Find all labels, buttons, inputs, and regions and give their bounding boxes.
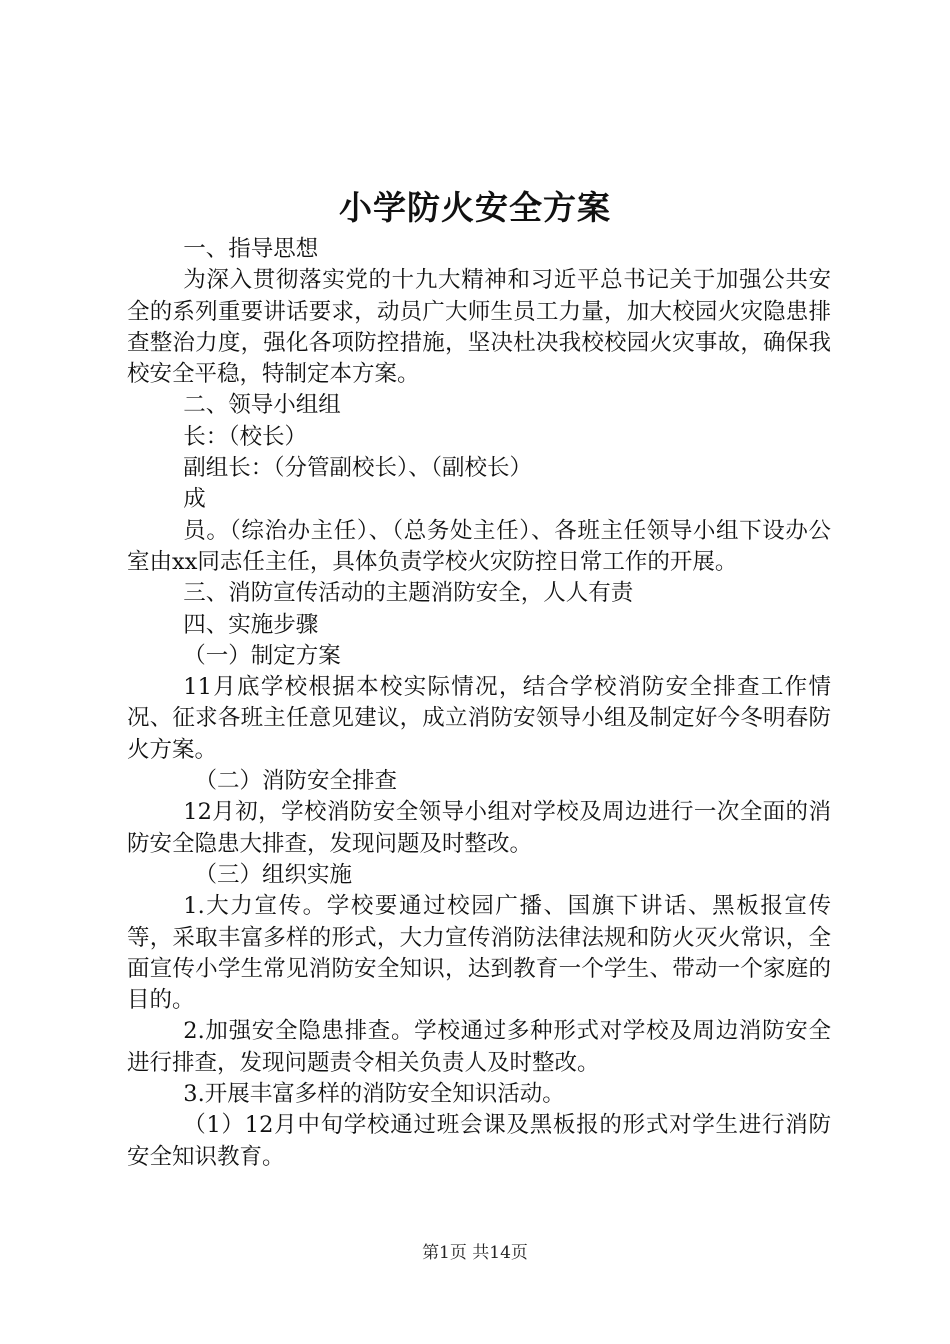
- paragraph-guiding-ideology: 为深入贯彻落实党的十九大精神和习近平总书记关于加强公共安全的系列重要讲话要求，动员广大师生员工力量，加大校园火灾隐患排查整治力度，强化各项防控措施，坚决杜决我校校园火灾事故，确保我校安全平稳，特制定本方案。: [127, 267, 831, 388]
- section-heading-theme: 三、消防宣传活动的主题消防安全，人人有责: [183, 580, 634, 607]
- paragraph-knowledge-activities: 3.开展丰富多样的消防安全知识活动。: [183, 1081, 565, 1108]
- section-heading-steps: 四、实施步骤: [183, 611, 319, 638]
- subheading-implementation: （三）组织实施: [194, 861, 353, 888]
- paragraph-group-leader: 长：（校长）: [183, 423, 308, 450]
- subheading-make-plan: （一）制定方案: [183, 642, 341, 669]
- subheading-safety-inspection: （二）消防安全排查: [194, 768, 398, 795]
- page-title: 小学防火安全方案: [339, 188, 611, 227]
- section-heading-leadership-group: 二、领导小组组: [183, 392, 341, 419]
- document-body: [127, 234, 831, 1173]
- paragraph-make-plan: 11月底学校根据本校实际情况，结合学校消防安全排查工作情况、征求各班主任意见建议，成立消防安领导小组及制定好今冬明春防火方案。: [127, 674, 831, 763]
- paragraph-deputy-leader: 副组长：（分管副校长）、（副校长）: [183, 455, 533, 482]
- page-number: 第1页 共14页: [422, 1243, 528, 1263]
- paragraph-members: 员。（综治办主任）、（总务处主任）、各班主任领导小组下设办公室由xx同志任主任，具体负责学校火灾防控日常工作的开展。: [127, 517, 831, 575]
- paragraph-hazard-inspection: 2.加强安全隐患排查。学校通过多种形式对学校及周边消防安全进行排查，发现问题责令相关负责人及时整改。: [127, 1018, 831, 1076]
- paragraph-publicity: 1.大力宣传。学校要通过校园广播、国旗下讲话、黑板报宣传等，采取丰富多样的形式，大力宣传消防法律法规和防火灭火常识，全面宣传小学生常见消防安全知识，达到教育一个学生、带动一个家庭的目的。: [127, 893, 831, 1014]
- paragraph-members-label: 成: [183, 486, 206, 513]
- paragraph-safety-inspection: 12月初，学校消防安全领导小组对学校及周边进行一次全面的消防安全隐患大排查，发现问题及时整改。: [127, 799, 831, 857]
- paragraph-class-meeting: （1）12月中旬学校通过班会课及黑板报的形式对学生进行消防安全知识教育。: [127, 1112, 831, 1170]
- section-heading-guiding-ideology: 一、指导思想: [183, 236, 319, 262]
